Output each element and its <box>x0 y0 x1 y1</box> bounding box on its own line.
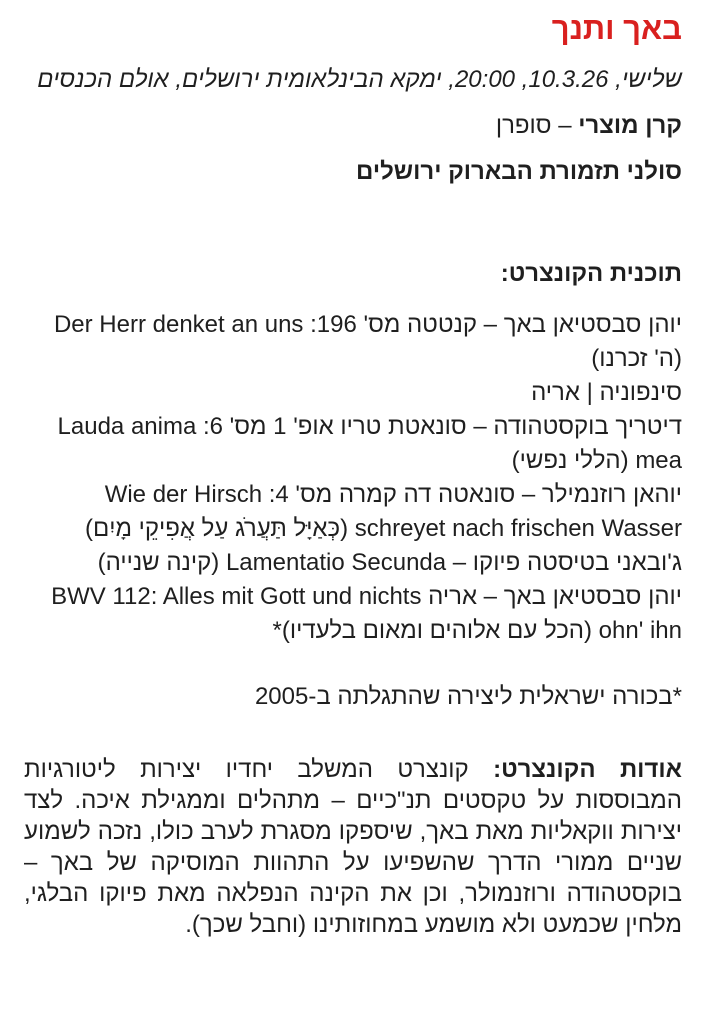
performer-separator: – <box>551 112 579 139</box>
program-heading: תוכנית הקונצרט: <box>500 260 682 287</box>
performer-name: קרן מוצרי <box>578 112 682 139</box>
concert-title: באך ותנך <box>551 11 682 46</box>
about-text: קונצרט המשלב יחדיו יצירות ליטורגיות המבוססות על טקסטים תנ"כיים – מתהלים וממגילת איכה. לצד יצירות ווקאליות מאת באך, שיספקו מסגרת לערב כולו, נזכה לשמוע שניים ממורי הדרך שהשפיעו על התהוות המוסיקה של באך – בוקסטהודה ורוזנמולר, וכן את הקינה הנפלאה מאת פיוקו הבלגי, מלחין שכמעט ולא מושמע במחוזותינו (וחבל שכך). <box>24 756 682 938</box>
program-item: יוהן סבסטיאן באך – קנטטה מס' 196: Der Herr denket an uns (ה' זכרנו) <box>53 311 682 372</box>
ensemble-name: סולני תזמורת הבארוק ירושלים <box>356 158 682 185</box>
program-list <box>24 308 682 648</box>
performer-line <box>24 110 682 142</box>
event-date-venue: שלישי, 10.3.26, 20:00, ימקא הבינלאומית ירושלים, אולם הכנסים <box>37 66 682 93</box>
performer-role: סופרן <box>495 112 552 139</box>
about-label: אודות הקונצרט: <box>493 756 682 783</box>
program-item: ג'ובאני בטיסטה פיוקו – Lamentatio Secunda (קינה שנייה) <box>97 549 682 576</box>
about-concert <box>24 754 682 940</box>
program-item: סינפוניה | אריה <box>531 379 682 406</box>
program-item: דיטריך בוקסטהודה – סונאטת טריו אופ' 1 מס' 6: Lauda anima mea (הללי נפשי) <box>57 413 682 474</box>
program-item: יוהן סבסטיאן באך – אריה BWV 112: Alles mit Gott und nichts ohn' ihn (הכל עם אלוהים ומאום בלעדיו)* <box>51 583 682 644</box>
program-item: יוהאן רוזנמילר – סונאטה דה קמרה מס' 4: Wie der Hirsch schreyet nach frischen Wasser (כְּאַיָּל תַּעֲרֹג עַל אֲפִיקֵי מָיִם) <box>84 481 682 542</box>
premiere-footnote: *בכורה ישראלית ליצירה שהתגלתה ב-2005 <box>254 683 682 710</box>
